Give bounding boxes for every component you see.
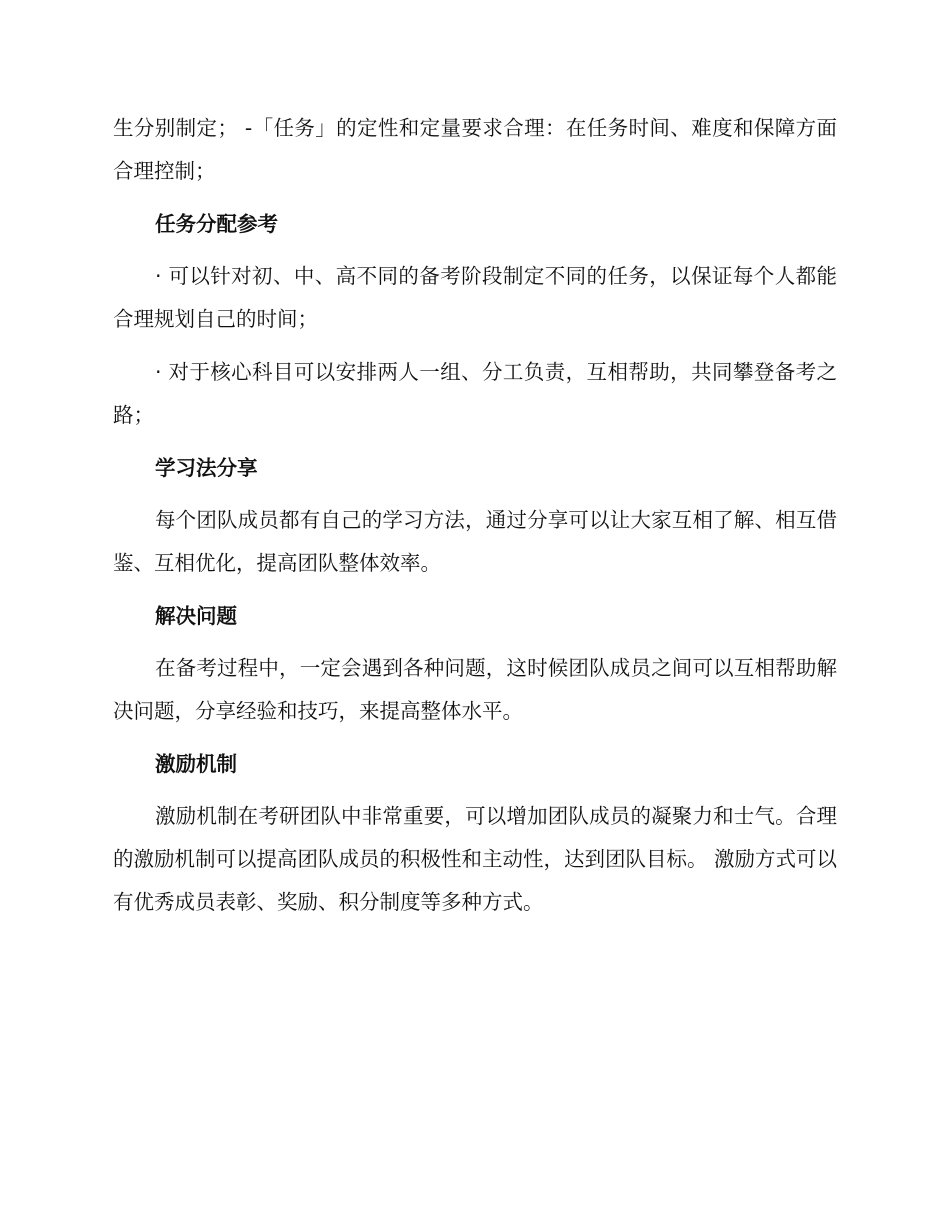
paragraph-incentive-mechanism: 激励机制在考研团队中非常重要，可以增加团队成员的凝聚力和士气。合理的激励机制可以提高团队成员的积极性和主动性，达到团队目标。 激励方式可以有优秀成员表彰、奖励、积分制度等多种方式。 [113,804,838,914]
heading-incentive-mechanism: 激励机制 [155,752,237,776]
paragraph-task-stages: · 可以针对初、中、高不同的备考阶段制定不同的任务，以保证每个人都能合理规划自己的时间； [113,264,837,331]
heading-study-method-sharing: 学习法分享 [155,456,258,480]
heading-task-allocation: 任务分配参考 [155,212,278,236]
paragraph-study-methods: 每个团队成员都有自己的学习方法，通过分享可以让大家互相了解、相互借鉴、互相优化，提高团队整体效率。 [113,508,837,575]
paragraph-task-requirements: 生分别制定； -「任务」的定性和定量要求合理：在任务时间、难度和保障方面合理控制； [113,116,837,183]
heading-problem-solving: 解决问题 [155,604,237,628]
paragraph-core-subjects: · 对于核心科目可以安排两人一组、分工负责，互相帮助，共同攀登备考之路； [113,360,837,427]
paragraph-problem-solving: 在备考过程中，一定会遇到各种问题，这时候团队成员之间可以互相帮助解决问题，分享经验和技巧，来提高整体水平。 [113,656,837,723]
document-body [113,107,837,933]
